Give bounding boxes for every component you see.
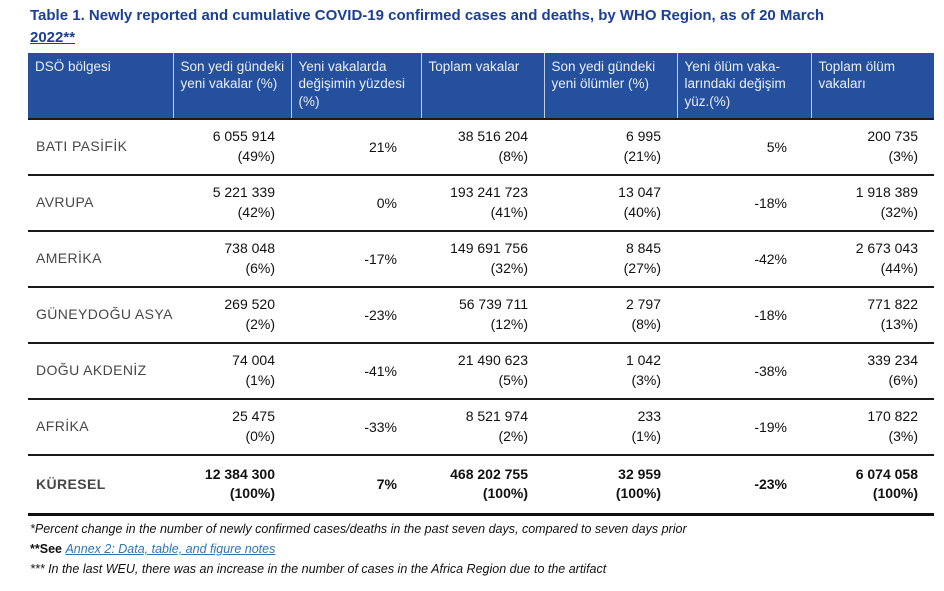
cell-percent: (0%) — [245, 427, 275, 444]
death-change-cell — [677, 399, 811, 455]
new-cases-cell — [173, 455, 291, 515]
cell-value: 5% — [766, 138, 787, 155]
cell-percent: (6%) — [245, 259, 275, 276]
cell-percent: (8%) — [498, 147, 528, 164]
new-deaths-cell — [544, 287, 677, 343]
table-row — [28, 287, 934, 343]
cell-percent: (42%) — [237, 203, 275, 220]
region-name: AVRUPA — [36, 193, 94, 210]
cell-percent: (13%) — [880, 315, 918, 332]
cell-value: 12 384 300 — [204, 465, 275, 482]
cell-value: 1 042 — [625, 351, 661, 368]
cell-percent: (6%) — [888, 371, 918, 388]
new-cases-cell — [173, 175, 291, 231]
region-name: GÜNEYDOĞU ASYA — [36, 305, 173, 322]
new-deaths-cell — [544, 175, 677, 231]
total-cases-cell — [421, 455, 544, 515]
table-row-total — [28, 455, 934, 515]
cell-percent: (3%) — [631, 371, 661, 388]
cell-value: 8 521 974 — [465, 407, 528, 424]
cell-value: 74 004 — [232, 351, 275, 368]
annex-link[interactable]: Annex 2: Data, table, and figure notes — [65, 542, 276, 556]
total-cases-cell — [421, 119, 544, 175]
table-title-line2: 2022** — [30, 28, 76, 46]
footnote-2 — [30, 539, 934, 559]
cell-percent: (44%) — [880, 259, 918, 276]
cell-percent: (100%) — [482, 485, 528, 502]
cell-value: 771 822 — [867, 295, 918, 312]
cell-percent: (100%) — [872, 485, 918, 502]
cell-value: 6 995 — [625, 127, 661, 144]
cell-value: 13 047 — [618, 183, 661, 200]
total-deaths-cell — [811, 119, 934, 175]
cell-value: 233 — [637, 407, 661, 424]
new-cases-cell — [173, 231, 291, 287]
cell-percent: (2%) — [498, 427, 528, 444]
cell-percent: (40%) — [623, 203, 661, 220]
cell-value: 269 520 — [224, 295, 275, 312]
cell-percent: (3%) — [888, 147, 918, 164]
region-cell — [28, 399, 173, 455]
table-title — [30, 5, 934, 49]
table-title-line1: Table 1. Newly reported and cumulative COVID-19 confirmed cases and deaths, by WHO Region, as of 20 March — [30, 7, 825, 24]
total-deaths-cell — [811, 399, 934, 455]
column-header-2: Son yedi gündeki yeni vakalar (%) — [173, 53, 291, 119]
death-change-cell — [677, 231, 811, 287]
case-change-cell — [291, 455, 421, 515]
total-cases-cell — [421, 231, 544, 287]
new-deaths-cell — [544, 399, 677, 455]
cell-value: 1 918 389 — [855, 183, 918, 200]
new-cases-cell — [173, 119, 291, 175]
cell-value: 2 673 043 — [855, 239, 918, 256]
case-change-cell — [291, 287, 421, 343]
cell-percent: (100%) — [615, 485, 661, 502]
region-cell — [28, 287, 173, 343]
cell-value: -18% — [754, 194, 787, 211]
cell-value: 6 055 914 — [212, 127, 275, 144]
cell-value: 193 241 723 — [450, 183, 528, 200]
covid-region-table — [28, 53, 934, 517]
footnote-3: *** In the last WEU, there was an increase in the number of cases in the Africa Region due to the artifact — [30, 562, 607, 576]
cell-percent: (12%) — [490, 315, 528, 332]
total-deaths-cell — [811, 175, 934, 231]
cell-percent: (32%) — [880, 203, 918, 220]
column-header-3: Yeni vakalarda değişimin yüzdesi (%) — [291, 53, 421, 119]
cell-value: 38 516 204 — [457, 127, 528, 144]
region-name: KÜRESEL — [36, 475, 106, 492]
cell-value: -18% — [754, 306, 787, 323]
cell-value: -17% — [364, 250, 397, 267]
new-deaths-cell — [544, 119, 677, 175]
region-cell — [28, 175, 173, 231]
cell-value: 21 490 623 — [457, 351, 528, 368]
cell-value: 8 845 — [625, 239, 661, 256]
cell-value: 339 234 — [867, 351, 918, 368]
death-change-cell — [677, 287, 811, 343]
cell-value: 25 475 — [232, 407, 275, 424]
cell-value: 149 691 756 — [450, 239, 528, 256]
case-change-cell — [291, 343, 421, 399]
column-header-5: Son yedi gündeki yeni ölümler (%) — [544, 53, 677, 119]
total-deaths-cell — [811, 343, 934, 399]
total-deaths-cell — [811, 231, 934, 287]
cell-percent: (1%) — [631, 427, 661, 444]
new-cases-cell — [173, 287, 291, 343]
cell-value: -19% — [754, 418, 787, 435]
case-change-cell — [291, 231, 421, 287]
cell-percent: (21%) — [623, 147, 661, 164]
table-row — [28, 119, 934, 175]
footnote-1: *Percent change in the number of newly confirmed cases/deaths in the past seven days, compared to seven days prior — [30, 522, 687, 536]
total-deaths-cell — [811, 455, 934, 515]
total-cases-cell — [421, 343, 544, 399]
death-change-cell — [677, 343, 811, 399]
cell-value: -23% — [754, 476, 787, 493]
total-cases-cell — [421, 175, 544, 231]
table-row — [28, 231, 934, 287]
region-cell — [28, 455, 173, 515]
new-cases-cell — [173, 399, 291, 455]
cell-percent: (5%) — [498, 371, 528, 388]
cell-value: -33% — [364, 418, 397, 435]
cell-value: 5 221 339 — [212, 183, 275, 200]
cell-value: 7% — [376, 476, 397, 493]
new-deaths-cell — [544, 343, 677, 399]
case-change-cell — [291, 175, 421, 231]
cell-percent: (3%) — [888, 427, 918, 444]
death-change-cell — [677, 119, 811, 175]
cell-value: 0% — [376, 194, 397, 211]
cell-value: 56 739 711 — [458, 295, 528, 312]
cell-percent: (2%) — [245, 315, 275, 332]
table-row — [28, 343, 934, 399]
cell-percent: (32%) — [490, 259, 528, 276]
cell-percent: (1%) — [245, 371, 275, 388]
region-name: AMERİKA — [36, 249, 102, 266]
table-row — [28, 399, 934, 455]
new-deaths-cell — [544, 231, 677, 287]
cell-value: -38% — [754, 362, 787, 379]
cell-value: 200 735 — [867, 127, 918, 144]
footnotes — [30, 519, 934, 579]
region-name: AFRİKA — [36, 417, 89, 434]
cell-value: 2 797 — [625, 295, 661, 312]
region-name: BATI PASİFİK — [36, 137, 128, 154]
column-header-4: Toplam vakalar — [421, 53, 544, 119]
cell-value: -41% — [364, 362, 397, 379]
region-cell — [28, 231, 173, 287]
total-deaths-cell — [811, 287, 934, 343]
cell-value: 170 822 — [867, 407, 918, 424]
cell-value: -23% — [364, 306, 397, 323]
region-name: DOĞU AKDENİZ — [36, 361, 147, 378]
cell-percent: (8%) — [631, 315, 661, 332]
region-cell — [28, 119, 173, 175]
cell-value: 21% — [368, 138, 397, 155]
new-deaths-cell — [544, 455, 677, 515]
table-header-row — [28, 53, 934, 119]
cell-percent: (41%) — [490, 203, 528, 220]
table-body — [28, 119, 934, 515]
case-change-cell — [291, 119, 421, 175]
total-cases-cell — [421, 399, 544, 455]
cell-value: 6 074 058 — [855, 465, 918, 482]
cell-value: 738 048 — [224, 239, 275, 256]
region-cell — [28, 343, 173, 399]
cell-value: 468 202 755 — [450, 465, 528, 482]
column-header-6: Yeni ölüm vaka-larındaki değişim yüz.(%) — [677, 53, 811, 119]
table-row — [28, 175, 934, 231]
death-change-cell — [677, 455, 811, 515]
column-header-1: DSÖ bölgesi — [28, 53, 173, 119]
total-cases-cell — [421, 287, 544, 343]
cell-value: 32 959 — [618, 465, 661, 482]
case-change-cell — [291, 399, 421, 455]
cell-percent: (27%) — [623, 259, 661, 276]
column-header-7: Toplam ölüm vakaları — [811, 53, 934, 119]
death-change-cell — [677, 175, 811, 231]
footnote-2-prefix: **See — [30, 542, 66, 556]
cell-percent: (49%) — [237, 147, 275, 164]
cell-percent: (100%) — [229, 485, 275, 502]
new-cases-cell — [173, 343, 291, 399]
cell-value: -42% — [754, 250, 787, 267]
